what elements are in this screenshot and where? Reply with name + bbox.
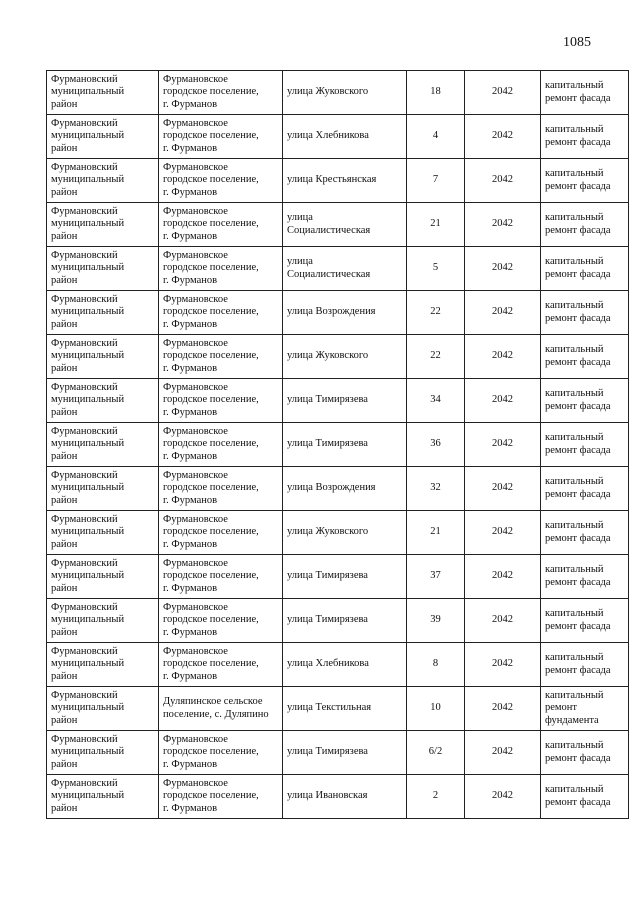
work-type-cell	[541, 731, 629, 775]
settlement-cell-line: поселение, с. Дуляпино	[163, 708, 269, 720]
house-number-cell: 4	[407, 115, 465, 159]
work-type-cell-line: ремонт	[545, 702, 578, 714]
work-type-cell-line: ремонт фасада	[545, 92, 611, 104]
house-number-cell: 21	[407, 511, 465, 555]
table-row	[47, 731, 629, 775]
street-cell-line: улица	[287, 212, 313, 223]
settlement-cell	[159, 599, 283, 643]
district-cell-line: муниципальный	[51, 526, 125, 538]
district-cell-line: район	[51, 406, 78, 418]
settlement-cell-line: Фурмановское	[163, 381, 228, 393]
district-cell-line: район	[51, 362, 78, 374]
district-cell	[47, 247, 159, 291]
street-cell	[283, 775, 407, 819]
table-row	[47, 687, 629, 731]
settlement-cell-line: Фурмановское	[163, 513, 228, 525]
table-row	[47, 203, 629, 247]
settlement-cell	[159, 775, 283, 819]
work-type-cell-line: ремонт фасада	[545, 620, 611, 632]
street-cell	[283, 599, 407, 643]
district-cell-line: район	[51, 670, 78, 682]
house-number-cell: 2	[407, 775, 465, 819]
settlement-cell	[159, 379, 283, 423]
street-cell-line: улица Хлебникова	[287, 658, 369, 670]
settlement-cell-line: Фурмановское	[163, 733, 228, 745]
street-cell	[283, 555, 407, 599]
district-cell-line: район	[51, 714, 78, 726]
settlement-cell-line: Фурмановское	[163, 73, 228, 85]
year-cell: 2042	[465, 159, 541, 203]
work-type-cell	[541, 687, 629, 731]
settlement-cell-line: городское поселение,	[163, 482, 259, 494]
settlement-cell-line: городское поселение,	[163, 790, 259, 802]
work-type-cell-line: ремонт фасада	[545, 400, 611, 412]
house-number-cell: 22	[407, 335, 465, 379]
settlement-cell	[159, 247, 283, 291]
settlement-cell	[159, 643, 283, 687]
repair-schedule-table	[46, 70, 629, 819]
year-cell: 2042	[465, 555, 541, 599]
district-cell-line: муниципальный	[51, 438, 125, 450]
settlement-cell-line: Фурмановское	[163, 161, 228, 173]
work-type-cell	[541, 775, 629, 819]
street-cell	[283, 731, 407, 775]
work-type-cell-line: ремонт фасада	[545, 488, 611, 500]
district-cell-line: район	[51, 538, 78, 550]
district-cell-line: муниципальный	[51, 306, 125, 318]
work-type-cell	[541, 599, 629, 643]
district-cell-line: муниципальный	[51, 614, 125, 626]
settlement-cell-line: городское поселение,	[163, 350, 259, 362]
district-cell-line: муниципальный	[51, 86, 125, 98]
work-type-cell-line: капитальный	[545, 740, 604, 751]
district-cell-line: Фурмановский	[51, 117, 118, 129]
district-cell-line: район	[51, 802, 78, 814]
district-cell	[47, 643, 159, 687]
district-cell	[47, 159, 159, 203]
street-cell	[283, 467, 407, 511]
district-cell-line: муниципальный	[51, 570, 125, 582]
year-cell: 2042	[465, 115, 541, 159]
street-cell-line: улица Жуковского	[287, 86, 369, 98]
house-number-cell: 34	[407, 379, 465, 423]
year-cell: 2042	[465, 423, 541, 467]
settlement-cell-line: городское поселение,	[163, 262, 259, 274]
street-cell	[283, 335, 407, 379]
work-type-cell-line: капитальный	[545, 784, 604, 795]
district-cell-line: муниципальный	[51, 174, 125, 186]
year-cell: 2042	[465, 291, 541, 335]
district-cell-line: Фурмановский	[51, 557, 118, 569]
work-type-cell-line: капитальный	[545, 432, 604, 443]
district-cell-line: Фурмановский	[51, 469, 118, 481]
settlement-cell-line: городское поселение,	[163, 746, 259, 758]
settlement-cell-line: городское поселение,	[163, 614, 259, 626]
district-cell	[47, 731, 159, 775]
settlement-cell-line: Фурмановское	[163, 425, 228, 437]
work-type-cell-line: капитальный	[545, 344, 604, 355]
work-type-cell-line: капитальный	[545, 520, 604, 531]
work-type-cell	[541, 643, 629, 687]
district-cell-line: муниципальный	[51, 482, 125, 494]
table-row	[47, 71, 629, 115]
district-cell	[47, 335, 159, 379]
table-body	[47, 71, 629, 819]
work-type-cell	[541, 467, 629, 511]
work-type-cell-line: ремонт фасада	[545, 356, 611, 368]
work-type-cell-line: капитальный	[545, 476, 604, 487]
district-cell-line: муниципальный	[51, 350, 125, 362]
settlement-cell-line: городское поселение,	[163, 570, 259, 582]
work-type-cell-line: капитальный	[545, 212, 604, 223]
settlement-cell-line: Дуляпинское сельское	[163, 696, 263, 707]
district-cell	[47, 291, 159, 335]
work-type-cell-line: капитальный	[545, 256, 604, 267]
work-type-cell	[541, 335, 629, 379]
settlement-cell	[159, 291, 283, 335]
district-cell-line: Фурмановский	[51, 205, 118, 217]
settlement-cell-line: г. Фурманов	[163, 538, 218, 550]
work-type-cell-line: ремонт фасада	[545, 136, 611, 148]
street-cell-line: улица Возрождения	[287, 482, 376, 494]
work-type-cell	[541, 203, 629, 247]
year-cell: 2042	[465, 643, 541, 687]
work-type-cell	[541, 115, 629, 159]
work-type-cell-line: ремонт фасада	[545, 664, 611, 676]
district-cell-line: Фурмановский	[51, 513, 118, 525]
year-cell: 2042	[465, 335, 541, 379]
house-number-cell: 18	[407, 71, 465, 115]
street-cell	[283, 379, 407, 423]
work-type-cell-line: капитальный	[545, 564, 604, 575]
street-cell-line: Социалистическая	[287, 268, 371, 280]
district-cell-line: район	[51, 450, 78, 462]
street-cell-line: Социалистическая	[287, 224, 371, 236]
settlement-cell	[159, 335, 283, 379]
settlement-cell-line: г. Фурманов	[163, 274, 218, 286]
settlement-cell-line: г. Фурманов	[163, 230, 218, 242]
year-cell: 2042	[465, 511, 541, 555]
street-cell-line: улица Жуковского	[287, 526, 369, 538]
settlement-cell	[159, 115, 283, 159]
table-row	[47, 555, 629, 599]
work-type-cell	[541, 423, 629, 467]
settlement-cell-line: Фурмановское	[163, 117, 228, 129]
settlement-cell-line: г. Фурманов	[163, 582, 218, 594]
work-type-cell-line: ремонт фасада	[545, 752, 611, 764]
settlement-cell-line: Фурмановское	[163, 777, 228, 789]
district-cell-line: район	[51, 626, 78, 638]
street-cell	[283, 643, 407, 687]
street-cell-line: улица	[287, 256, 313, 267]
table-row	[47, 467, 629, 511]
work-type-cell-line: капитальный	[545, 652, 604, 663]
year-cell: 2042	[465, 687, 541, 731]
settlement-cell	[159, 731, 283, 775]
district-cell-line: муниципальный	[51, 790, 125, 802]
year-cell: 2042	[465, 775, 541, 819]
work-type-cell-line: капитальный	[545, 124, 604, 135]
district-cell-line: район	[51, 274, 78, 286]
table-row	[47, 511, 629, 555]
settlement-cell-line: Фурмановское	[163, 337, 228, 349]
street-cell	[283, 511, 407, 555]
settlement-cell-line: Фурмановское	[163, 293, 228, 305]
street-cell-line: улица Ивановская	[287, 790, 368, 802]
district-cell-line: район	[51, 98, 78, 110]
work-type-cell-line: ремонт фасада	[545, 224, 611, 236]
house-number-cell: 32	[407, 467, 465, 511]
district-cell-line: Фурмановский	[51, 425, 118, 437]
work-type-cell-line: ремонт фасада	[545, 576, 611, 588]
district-cell	[47, 71, 159, 115]
district-cell	[47, 423, 159, 467]
district-cell-line: район	[51, 494, 78, 506]
settlement-cell-line: городское поселение,	[163, 438, 259, 450]
district-cell-line: Фурмановский	[51, 645, 118, 657]
district-cell	[47, 687, 159, 731]
house-number-cell: 36	[407, 423, 465, 467]
work-type-cell-line: капитальный	[545, 168, 604, 179]
work-type-cell-line: ремонт фасада	[545, 532, 611, 544]
settlement-cell-line: городское поселение,	[163, 218, 259, 230]
settlement-cell-line: городское поселение,	[163, 526, 259, 538]
work-type-cell-line: ремонт фасада	[545, 796, 611, 808]
settlement-cell-line: г. Фурманов	[163, 142, 218, 154]
street-cell	[283, 423, 407, 467]
work-type-cell	[541, 555, 629, 599]
settlement-cell-line: г. Фурманов	[163, 318, 218, 330]
settlement-cell-line: г. Фурманов	[163, 758, 218, 770]
district-cell-line: Фурмановский	[51, 337, 118, 349]
settlement-cell-line: г. Фурманов	[163, 186, 218, 198]
street-cell	[283, 291, 407, 335]
settlement-cell-line: г. Фурманов	[163, 406, 218, 418]
district-cell	[47, 115, 159, 159]
table-row	[47, 775, 629, 819]
district-cell-line: район	[51, 186, 78, 198]
table-row	[47, 247, 629, 291]
house-number-cell: 7	[407, 159, 465, 203]
house-number-cell: 5	[407, 247, 465, 291]
table-row	[47, 643, 629, 687]
district-cell	[47, 467, 159, 511]
settlement-cell	[159, 423, 283, 467]
settlement-cell-line: Фурмановское	[163, 645, 228, 657]
work-type-cell	[541, 379, 629, 423]
street-cell-line: улица Тимирязева	[287, 438, 368, 450]
work-type-cell-line: капитальный	[545, 608, 604, 619]
street-cell-line: улица Текстильная	[287, 702, 372, 714]
settlement-cell-line: Фурмановское	[163, 249, 228, 261]
district-cell-line: Фурмановский	[51, 381, 118, 393]
street-cell	[283, 159, 407, 203]
work-type-cell-line: капитальный	[545, 80, 604, 91]
district-cell-line: Фурмановский	[51, 689, 118, 701]
work-type-cell	[541, 159, 629, 203]
year-cell: 2042	[465, 247, 541, 291]
work-type-cell-line: ремонт фасада	[545, 312, 611, 324]
settlement-cell-line: Фурмановское	[163, 601, 228, 613]
district-cell-line: муниципальный	[51, 218, 125, 230]
house-number-cell: 8	[407, 643, 465, 687]
district-cell-line: Фурмановский	[51, 249, 118, 261]
year-cell: 2042	[465, 731, 541, 775]
street-cell	[283, 247, 407, 291]
year-cell: 2042	[465, 71, 541, 115]
district-cell-line: район	[51, 230, 78, 242]
settlement-cell-line: городское поселение,	[163, 306, 259, 318]
work-type-cell-line: капитальный	[545, 300, 604, 311]
district-cell	[47, 379, 159, 423]
house-number-cell: 21	[407, 203, 465, 247]
page-number: 1085	[563, 35, 591, 50]
settlement-cell-line: г. Фурманов	[163, 98, 218, 110]
settlement-cell-line: городское поселение,	[163, 394, 259, 406]
house-number-cell: 6/2	[407, 731, 465, 775]
work-type-cell-line: капитальный	[545, 388, 604, 399]
settlement-cell-line: городское поселение,	[163, 658, 259, 670]
house-number-cell: 37	[407, 555, 465, 599]
settlement-cell-line: Фурмановское	[163, 557, 228, 569]
district-cell-line: Фурмановский	[51, 733, 118, 745]
settlement-cell-line: г. Фурманов	[163, 802, 218, 814]
district-cell-line: район	[51, 758, 78, 770]
house-number-cell: 39	[407, 599, 465, 643]
table-row	[47, 379, 629, 423]
district-cell-line: муниципальный	[51, 746, 125, 758]
settlement-cell-line: Фурмановское	[163, 205, 228, 217]
district-cell-line: муниципальный	[51, 702, 125, 714]
table-row	[47, 599, 629, 643]
settlement-cell-line: г. Фурманов	[163, 670, 218, 682]
settlement-cell	[159, 555, 283, 599]
settlement-cell-line: г. Фурманов	[163, 494, 218, 506]
district-cell-line: Фурмановский	[51, 601, 118, 613]
work-type-cell-line: капитальный	[545, 689, 604, 701]
table-row	[47, 115, 629, 159]
year-cell: 2042	[465, 379, 541, 423]
district-cell	[47, 555, 159, 599]
work-type-cell-line: ремонт фасада	[545, 444, 611, 456]
street-cell	[283, 71, 407, 115]
district-cell-line: Фурмановский	[51, 73, 118, 85]
work-type-cell-line: ремонт фасада	[545, 180, 611, 192]
district-cell-line: муниципальный	[51, 394, 125, 406]
settlement-cell-line: г. Фурманов	[163, 450, 218, 462]
street-cell-line: улица Возрождения	[287, 306, 376, 318]
street-cell-line: улица Тимирязева	[287, 394, 368, 406]
settlement-cell	[159, 159, 283, 203]
district-cell-line: Фурмановский	[51, 161, 118, 173]
table-row	[47, 291, 629, 335]
table-row	[47, 423, 629, 467]
settlement-cell-line: Фурмановское	[163, 469, 228, 481]
settlement-cell-line: городское поселение,	[163, 86, 259, 98]
settlement-cell-line: городское поселение,	[163, 174, 259, 186]
street-cell	[283, 115, 407, 159]
house-number-cell: 22	[407, 291, 465, 335]
table-row	[47, 159, 629, 203]
district-cell	[47, 599, 159, 643]
district-cell	[47, 511, 159, 555]
district-cell-line: район	[51, 142, 78, 154]
settlement-cell	[159, 203, 283, 247]
year-cell: 2042	[465, 203, 541, 247]
street-cell-line: улица Хлебникова	[287, 130, 369, 142]
work-type-cell	[541, 247, 629, 291]
house-number-cell: 10	[407, 687, 465, 731]
work-type-cell-line: ремонт фасада	[545, 268, 611, 280]
district-cell-line: муниципальный	[51, 262, 125, 274]
street-cell-line: улица Тимирязева	[287, 570, 368, 582]
year-cell: 2042	[465, 599, 541, 643]
year-cell: 2042	[465, 467, 541, 511]
settlement-cell	[159, 71, 283, 115]
district-cell-line: район	[51, 582, 78, 594]
work-type-cell	[541, 71, 629, 115]
district-cell-line: муниципальный	[51, 130, 125, 142]
table-row	[47, 335, 629, 379]
work-type-cell-line: фундамента	[545, 714, 599, 726]
street-cell-line: улица Жуковского	[287, 350, 369, 362]
settlement-cell-line: городское поселение,	[163, 130, 259, 142]
district-cell	[47, 203, 159, 247]
street-cell-line: улица Тимирязева	[287, 746, 368, 758]
street-cell	[283, 203, 407, 247]
settlement-cell	[159, 467, 283, 511]
district-cell-line: район	[51, 318, 78, 330]
street-cell-line: улица Тимирязева	[287, 614, 368, 626]
work-type-cell	[541, 511, 629, 555]
work-type-cell	[541, 291, 629, 335]
district-cell-line: Фурмановский	[51, 293, 118, 305]
district-cell-line: муниципальный	[51, 658, 125, 670]
district-cell	[47, 775, 159, 819]
street-cell-line: улица Крестьянская	[287, 174, 377, 186]
street-cell	[283, 687, 407, 731]
settlement-cell	[159, 687, 283, 731]
settlement-cell-line: г. Фурманов	[163, 362, 218, 374]
settlement-cell-line: г. Фурманов	[163, 626, 218, 638]
settlement-cell	[159, 511, 283, 555]
district-cell-line: Фурмановский	[51, 777, 118, 789]
